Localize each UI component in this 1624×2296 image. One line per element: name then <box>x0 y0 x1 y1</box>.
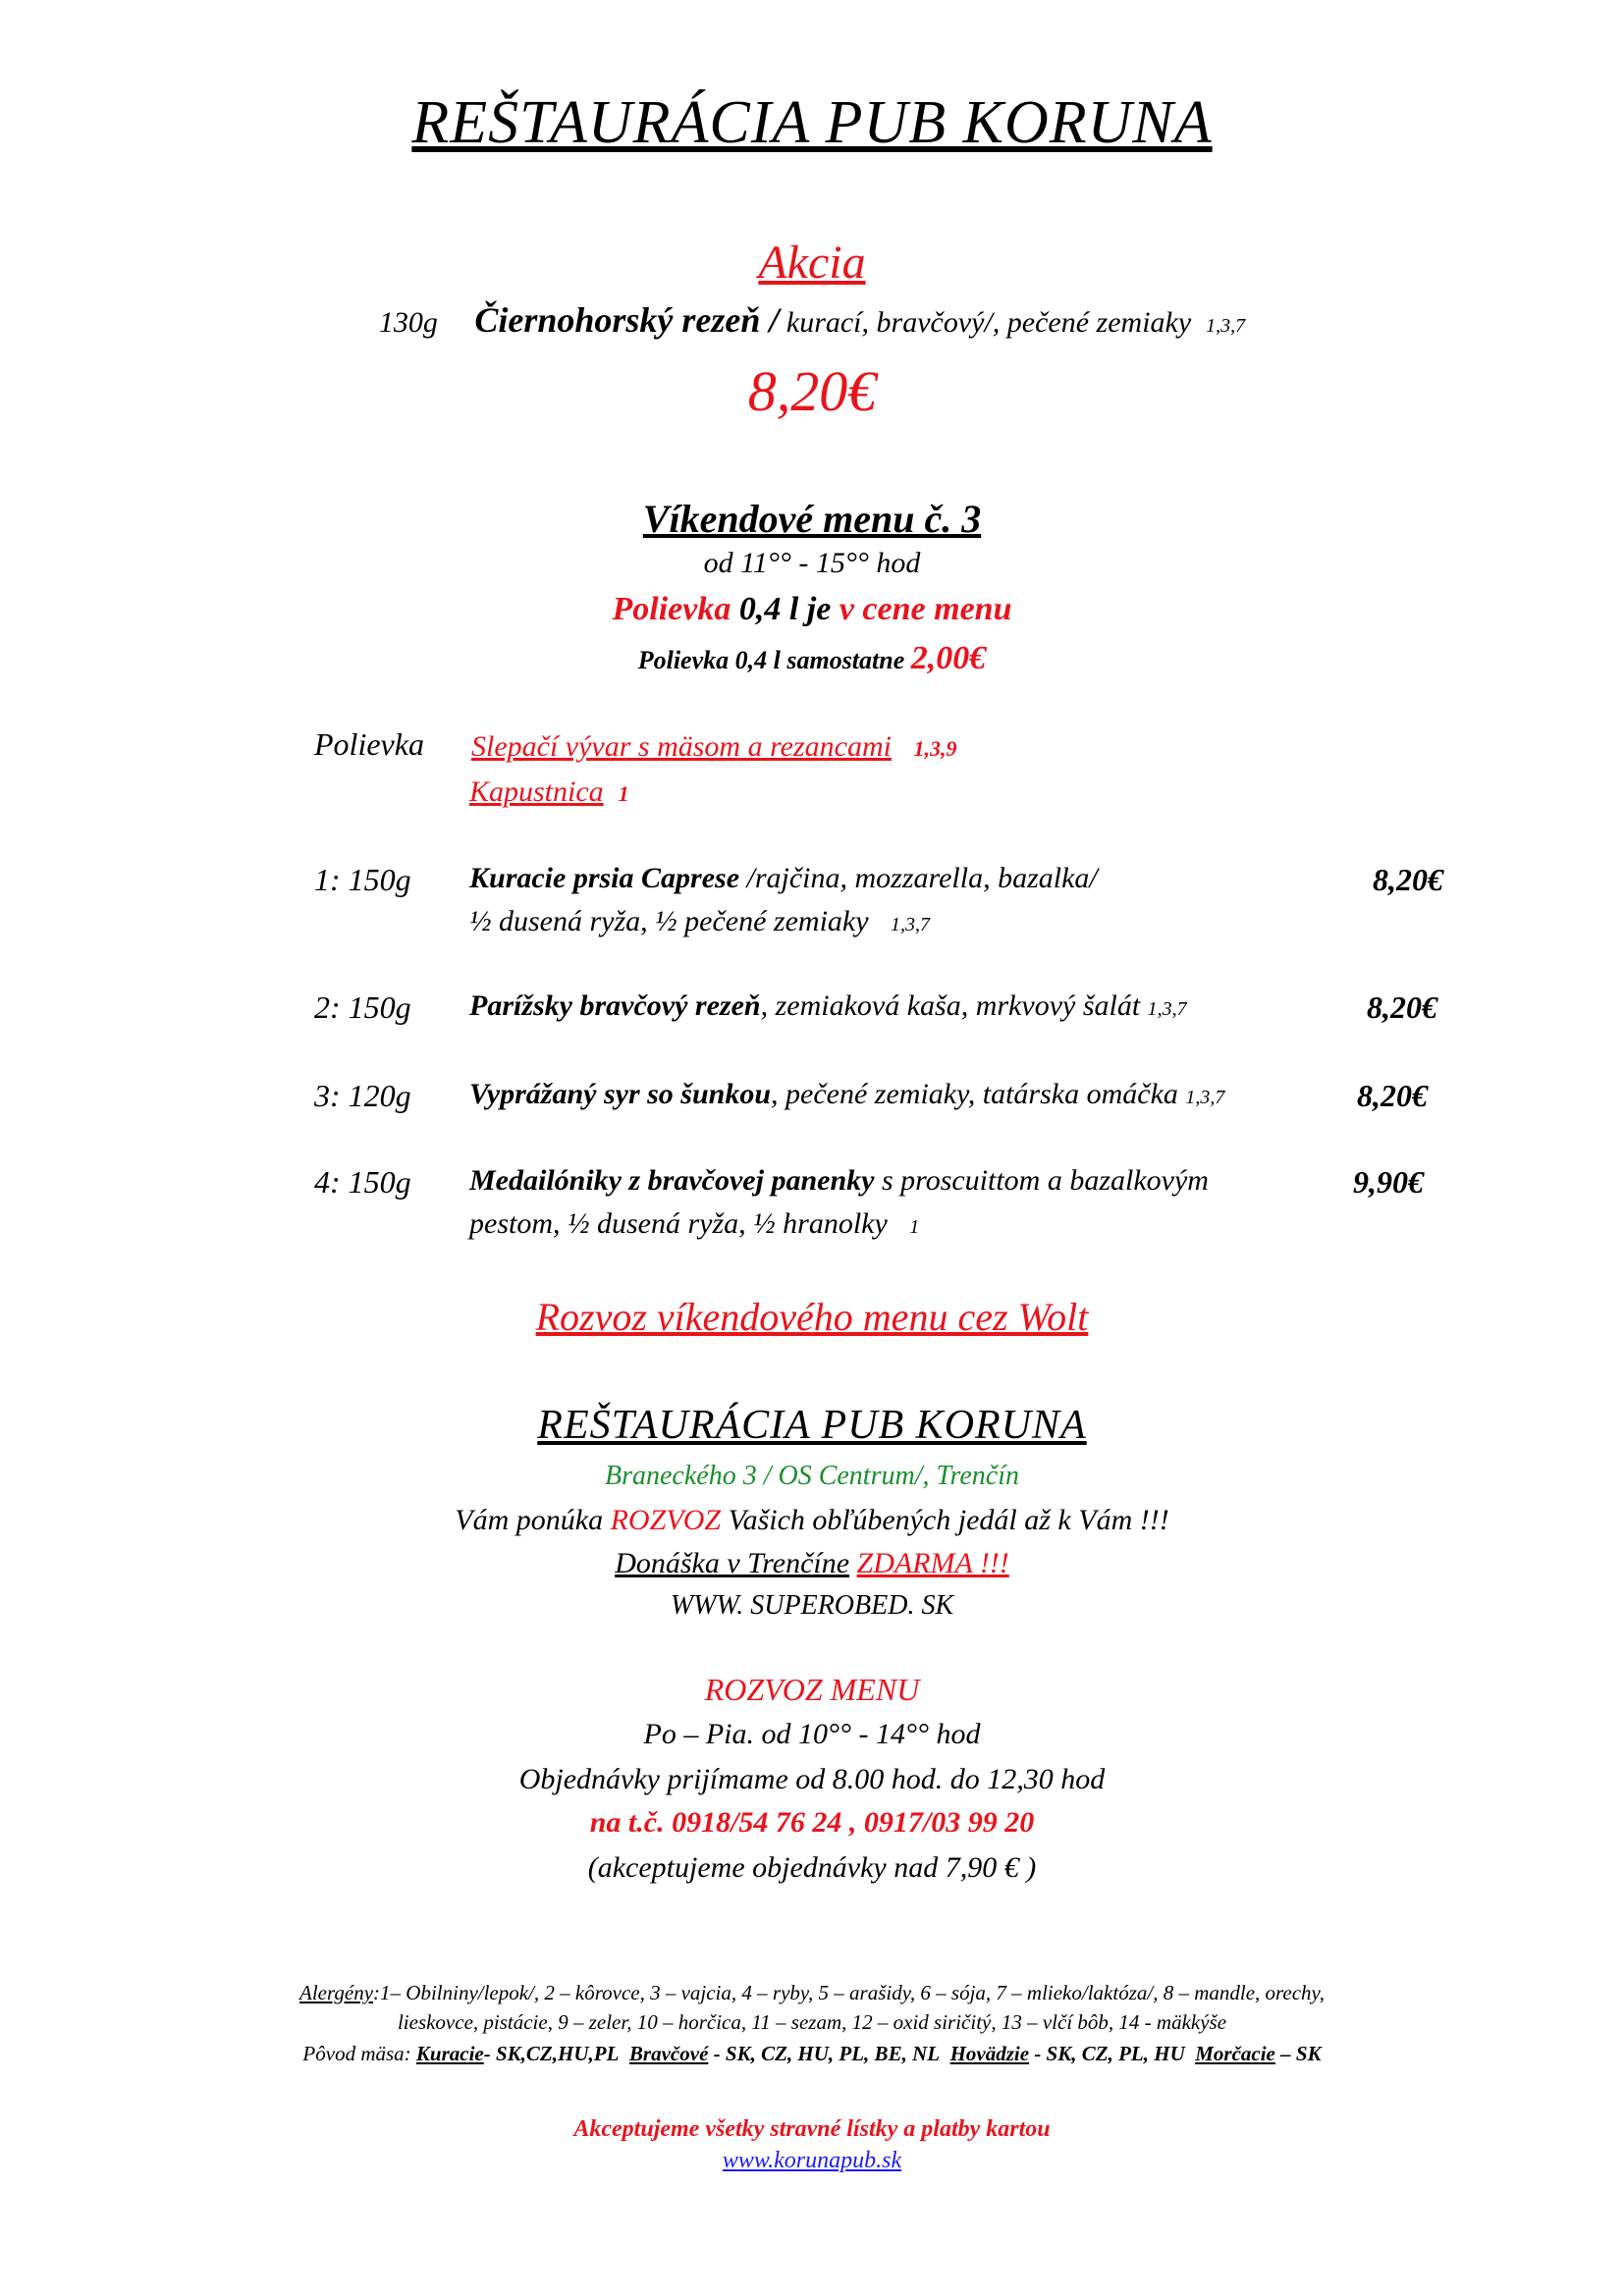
akcia-desc: kurací, bravčový/, pečené zemiaky <box>785 306 1192 339</box>
origin-kind: Kuracie <box>415 2042 484 2065</box>
meat-origin <box>0 2042 1624 2066</box>
origin-countries: - SK, CZ, HU, PL, BE, NL <box>713 2042 941 2065</box>
soup-included-note <box>0 591 1624 628</box>
delivery-offer <box>0 1504 1624 1537</box>
akcia-weight: 130g <box>378 306 438 339</box>
item-number: 3: 120g <box>314 1078 411 1113</box>
item-name: Vyprážaný syr so šunkou <box>469 1078 772 1110</box>
soup-note-b: 0,4 l je <box>738 591 832 627</box>
item-price: 8,20€ <box>1367 989 1437 1025</box>
origin-kind: Hovädzie <box>949 2042 1030 2065</box>
free-delivery <box>0 1547 1624 1580</box>
origin-countries: - SK,CZ,HU,PL <box>483 2042 620 2065</box>
item-price: 9,90€ <box>1353 1164 1424 1200</box>
phone-numbers: na t.č. 0918/54 76 24 , 0917/03 99 20 <box>589 1806 1035 1839</box>
offer-b: ROZVOZ <box>610 1504 722 1536</box>
soup-single-note <box>0 640 1624 677</box>
akcia-dish: Čiernohorský rezeň / <box>474 300 780 340</box>
offer-c: Vašich obľúbených jedál až k Vám !!! <box>728 1504 1169 1536</box>
akcia-price: 8,20€ <box>747 359 877 423</box>
origin-kind: Morčacie <box>1195 2042 1275 2065</box>
item-desc: , zemiaková kaša, mrkvový šalát <box>760 989 1141 1022</box>
item-desc-line2 <box>469 905 930 938</box>
free-a: Donáška v Trenčíne <box>615 1547 850 1579</box>
soup-item <box>469 775 629 809</box>
item-side: ½ dusená ryža, ½ pečené zemiaky <box>469 905 869 937</box>
item-desc: , pečené zemiaky, tatárska omáčka <box>771 1078 1178 1110</box>
wolt-notice: Rozvoz víkendového menu cez Wolt <box>535 1295 1089 1339</box>
item-side: pestom, ½ dusená ryža, ½ hranolky <box>469 1207 888 1240</box>
allergens-label: Alergény <box>299 1981 374 2004</box>
item-desc: s proscuittom a bazalkovým <box>874 1164 1209 1197</box>
akcia-heading: Akcia <box>758 237 866 289</box>
soup-name: Slepačí vývar s mäsom a rezancami <box>471 730 892 763</box>
item-allergens: 1,3,7 <box>891 914 931 935</box>
restaurant-address: Braneckého 3 / OS Centrum/, Trenčín <box>604 1461 1019 1491</box>
item-allergens: 1,3,7 <box>1147 998 1187 1020</box>
soup-single-label: Polievka 0,4 l samostatne <box>637 646 905 674</box>
origin-countries: - SK, CZ, PL, HU <box>1034 2042 1185 2065</box>
soup-name: Kapustnica <box>469 775 604 808</box>
free-b: ZDARMA !!! <box>856 1547 1009 1579</box>
menu-item <box>469 989 1187 1023</box>
origin-countries: – SK <box>1280 2042 1322 2065</box>
soup-note-c: v cene menu <box>839 591 1012 627</box>
allergens-line-1 <box>0 1981 1624 2005</box>
item-desc-line2 <box>469 1207 919 1241</box>
item-allergens: 1 <box>909 1216 920 1238</box>
order-hours: Objednávky prijímame od 8.00 hod. do 12,30 hod <box>518 1763 1106 1795</box>
akcia-line <box>0 299 1624 341</box>
item-price: 8,20€ <box>1357 1078 1428 1113</box>
item-name: Parížsky bravčový rezeň <box>469 989 761 1022</box>
origin-label: Pôvod mäsa: <box>302 2042 411 2065</box>
superobed-link[interactable]: WWW. SUPEROBED. SK <box>670 1590 954 1621</box>
soup-note-a: Polievka <box>612 591 731 627</box>
menu-item <box>469 1078 1224 1111</box>
soup-allergens: 1,3,9 <box>913 736 957 761</box>
payment-note: Akceptujeme všetky stravné lístky a platby kartou <box>573 2116 1051 2142</box>
offer-a: Vám ponúka <box>455 1504 604 1536</box>
allergens-text-1: :1– Obilniny/lepok/, 2 – kôrovce, 3 – vajcia, 4 – ryby, 5 – arašidy, 6 – sója, 7 – mlieko/laktóza/, 8 – mandle, orechy, <box>373 1981 1325 2004</box>
item-number: 1: 150g <box>314 862 411 897</box>
item-allergens: 1,3,7 <box>1185 1087 1225 1108</box>
restaurant-name: REŠTAURÁCIA PUB KORUNA <box>537 1403 1087 1448</box>
item-name: Kuracie prsia Caprese <box>469 862 740 894</box>
item-name: Medailóniky z bravčovej panenky <box>469 1164 875 1197</box>
delivery-hours: Po – Pia. od 10°° - 14°° hod <box>643 1718 981 1750</box>
weekend-title: Víkendové menu č. 3 <box>642 497 982 541</box>
minimum-order: (akceptujeme objednávky nad 7,90 € ) <box>587 1851 1037 1884</box>
menu-item <box>469 1164 1209 1198</box>
item-price: 8,20€ <box>1373 862 1443 897</box>
weekend-hours: od 11°° - 15°° hod <box>703 547 921 579</box>
website-link[interactable]: www.korunapub.sk <box>722 2148 902 2173</box>
soup-single-price: 2,00€ <box>910 640 987 676</box>
item-desc: /rajčina, mozzarella, bazalka/ <box>739 862 1098 894</box>
origin-kind: Bravčové <box>628 2042 709 2065</box>
page-title: REŠTAURÁCIA PUB KORUNA <box>411 89 1213 156</box>
menu-item <box>469 862 1098 895</box>
allergens-line-2: lieskovce, pistácie, 9 – zeler, 10 – horčica, 11 – sezam, 12 – oxid siričitý, 13 – vlčí bôb, 14 - mäkkýše <box>397 2010 1227 2034</box>
rozvoz-menu-heading: ROZVOZ MENU <box>704 1672 920 1707</box>
item-number: 4: 150g <box>314 1164 411 1200</box>
soup-allergens: 1 <box>618 781 629 806</box>
item-number: 2: 150g <box>314 989 411 1025</box>
akcia-allergens: 1,3,7 <box>1206 315 1246 337</box>
soup-item <box>471 730 956 764</box>
soup-label: Polievka <box>314 726 424 762</box>
